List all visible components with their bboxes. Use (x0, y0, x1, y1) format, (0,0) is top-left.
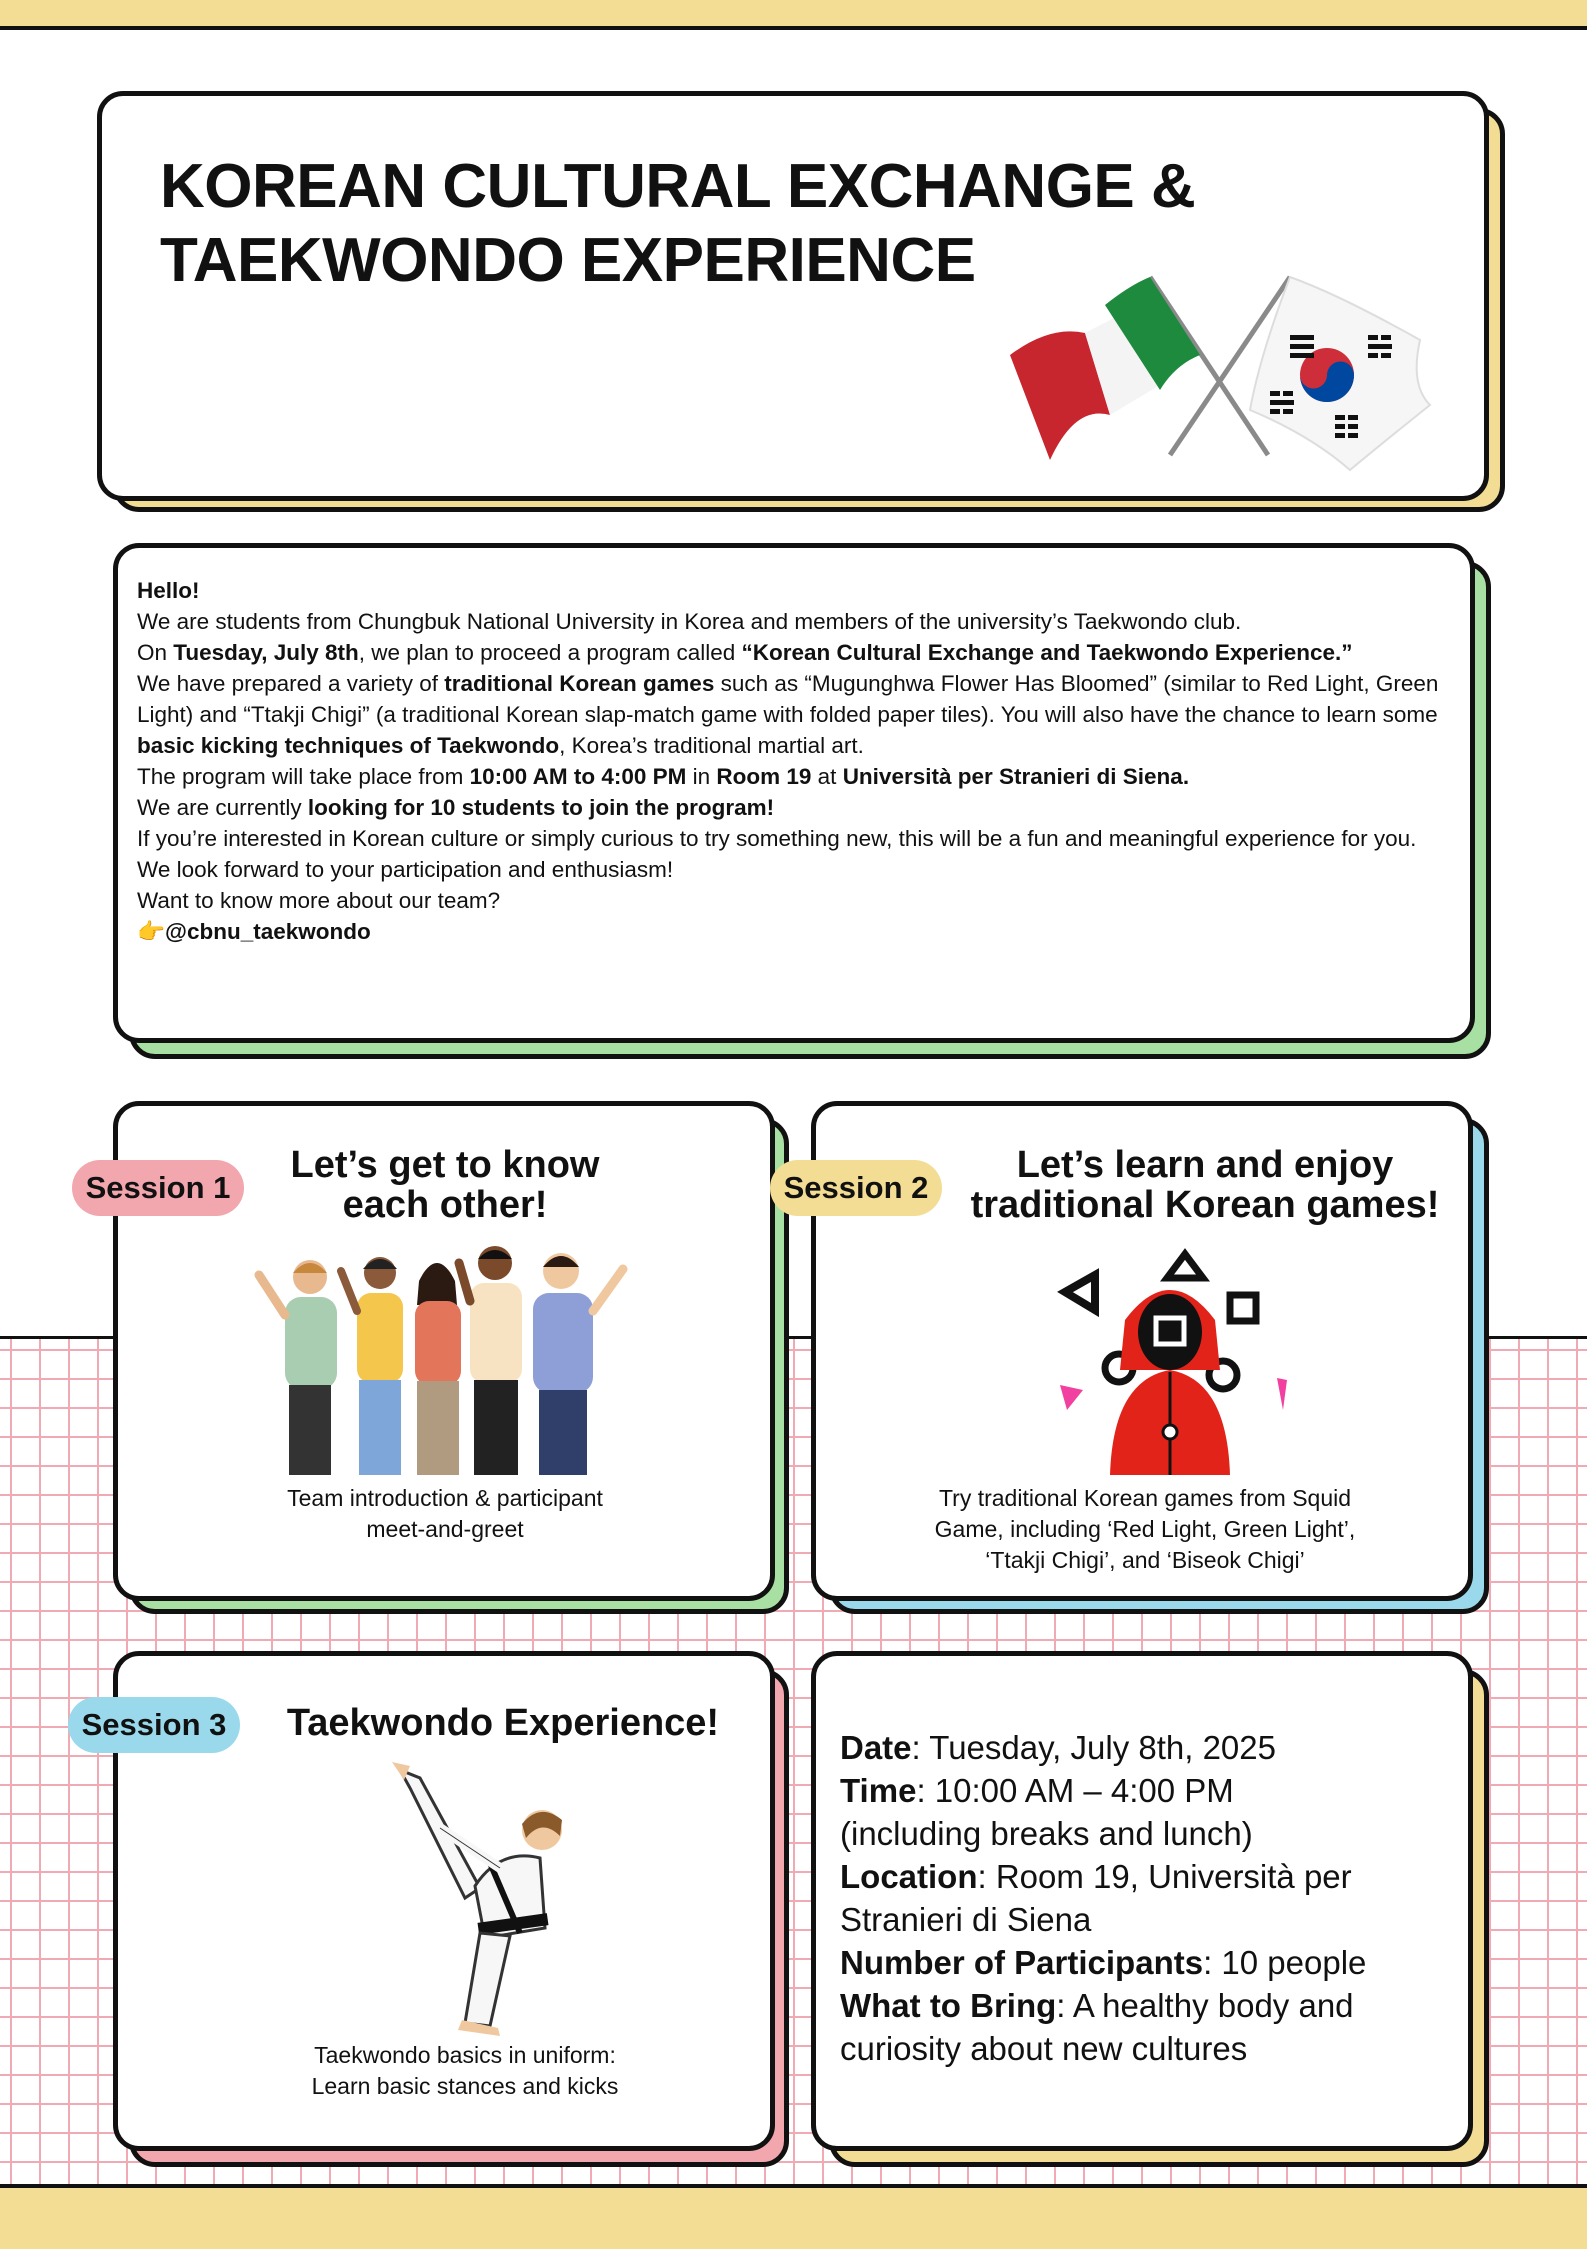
session2-pill: Session 2 (770, 1160, 942, 1216)
title-line-1: KOREAN CULTURAL EXCHANGE & (160, 152, 1196, 221)
pink-triangle-left (1060, 1385, 1083, 1410)
person-3 (415, 1263, 461, 1475)
event-details (840, 1726, 1460, 2070)
intro-line-1: We are students from Chungbuk National University in Korea and members of the university’s Taekwondo club. (137, 609, 1242, 634)
intro-line-2: On Tuesday, July 8th, we plan to proceed a program called “Korean Cultural Exchange and Taekwondo Experience.” (137, 640, 1353, 665)
bottom-band (0, 2184, 1587, 2249)
person-5 (533, 1253, 623, 1475)
intro-line-8: Want to know more about our team? (137, 888, 501, 913)
top-triangle-icon (1167, 1254, 1203, 1278)
participants-row: Number of Participants: 10 people (840, 1944, 1367, 1981)
title-line-2: TAEKWONDO EXPERIENCE (160, 226, 976, 295)
session1-caption: Team introduction & participant meet-and-greet (287, 1485, 603, 1542)
intro-greeting: Hello! (137, 578, 200, 603)
intro-text (137, 575, 1457, 947)
person-1 (259, 1260, 337, 1475)
standing-leg (465, 1933, 510, 2026)
people-waving-illustration (245, 1235, 645, 1475)
session1-pill: Session 1 (72, 1160, 244, 1216)
intro-line-5: We are currently looking for 10 students to join the program! (137, 795, 775, 820)
intro-line-7: We look forward to your participation and enthusiasm! (137, 857, 674, 882)
triangle-icon (1065, 1275, 1095, 1310)
session3-pill: Session 3 (68, 1697, 240, 1753)
bring-row: What to Bring: A healthy body and curiosity about new cultures (840, 1987, 1354, 2067)
pink-triangle-right (1277, 1378, 1287, 1410)
square-icon (1230, 1295, 1256, 1321)
session1-heading: Let’s get to know each other! (290, 1144, 600, 1226)
session3-heading: Taekwondo Experience! (286, 1702, 720, 1744)
pointing-hand-icon: 👉 (137, 919, 166, 944)
handle-text[interactable]: @cbnu_taekwondo (165, 919, 371, 944)
date-row: Date: Tuesday, July 8th, 2025 (840, 1729, 1276, 1766)
person-4 (459, 1246, 522, 1475)
squid-game-guard-illustration (1055, 1250, 1295, 1475)
guard-mask (1138, 1294, 1202, 1370)
time-row: Time: 10:00 AM – 4:00 PM (840, 1772, 1234, 1809)
intro-line-3: We have prepared a variety of traditional Korean games such as “Mugunghwa Flower Has Bloomed” (similar to Red Light, Green Light) and “Ttakji Chigi” (a traditional Korean slap-match game with folded paper tiles). You will also have the chance to learn some basic kicking techniques of Taekwondo, Korea’s traditional martial art. (137, 671, 1439, 758)
instagram-handle[interactable] (137, 916, 1457, 947)
session2-caption: Try traditional Korean games from Squid Game, including ‘Red Light, Green Light’, ‘Ttakji Chigi’, and ‘Biseok Chigi’ (934, 1485, 1356, 1573)
crossed-flags-illustration (990, 265, 1450, 475)
session3-caption: Taekwondo basics in uniform: Learn basic stances and kicks (311, 2042, 619, 2099)
person-2 (341, 1257, 403, 1475)
intro-line-6: If you’re interested in Korean culture or simply curious to try something new, this will be a fun and meaningful experience for you. (137, 826, 1417, 851)
intro-line-4: The program will take place from 10:00 AM to 4:00 PM in Room 19 at Università per Stranieri di Siena. (137, 764, 1190, 789)
time-note: (including breaks and lunch) (840, 1815, 1253, 1852)
taekwondo-kicker-illustration (370, 1758, 570, 2038)
top-band (0, 0, 1587, 30)
session2-heading: Let’s learn and enjoy traditional Korean games! (970, 1144, 1440, 1226)
location-row: Location: Room 19, Università per Stranieri di Siena (840, 1858, 1352, 1938)
